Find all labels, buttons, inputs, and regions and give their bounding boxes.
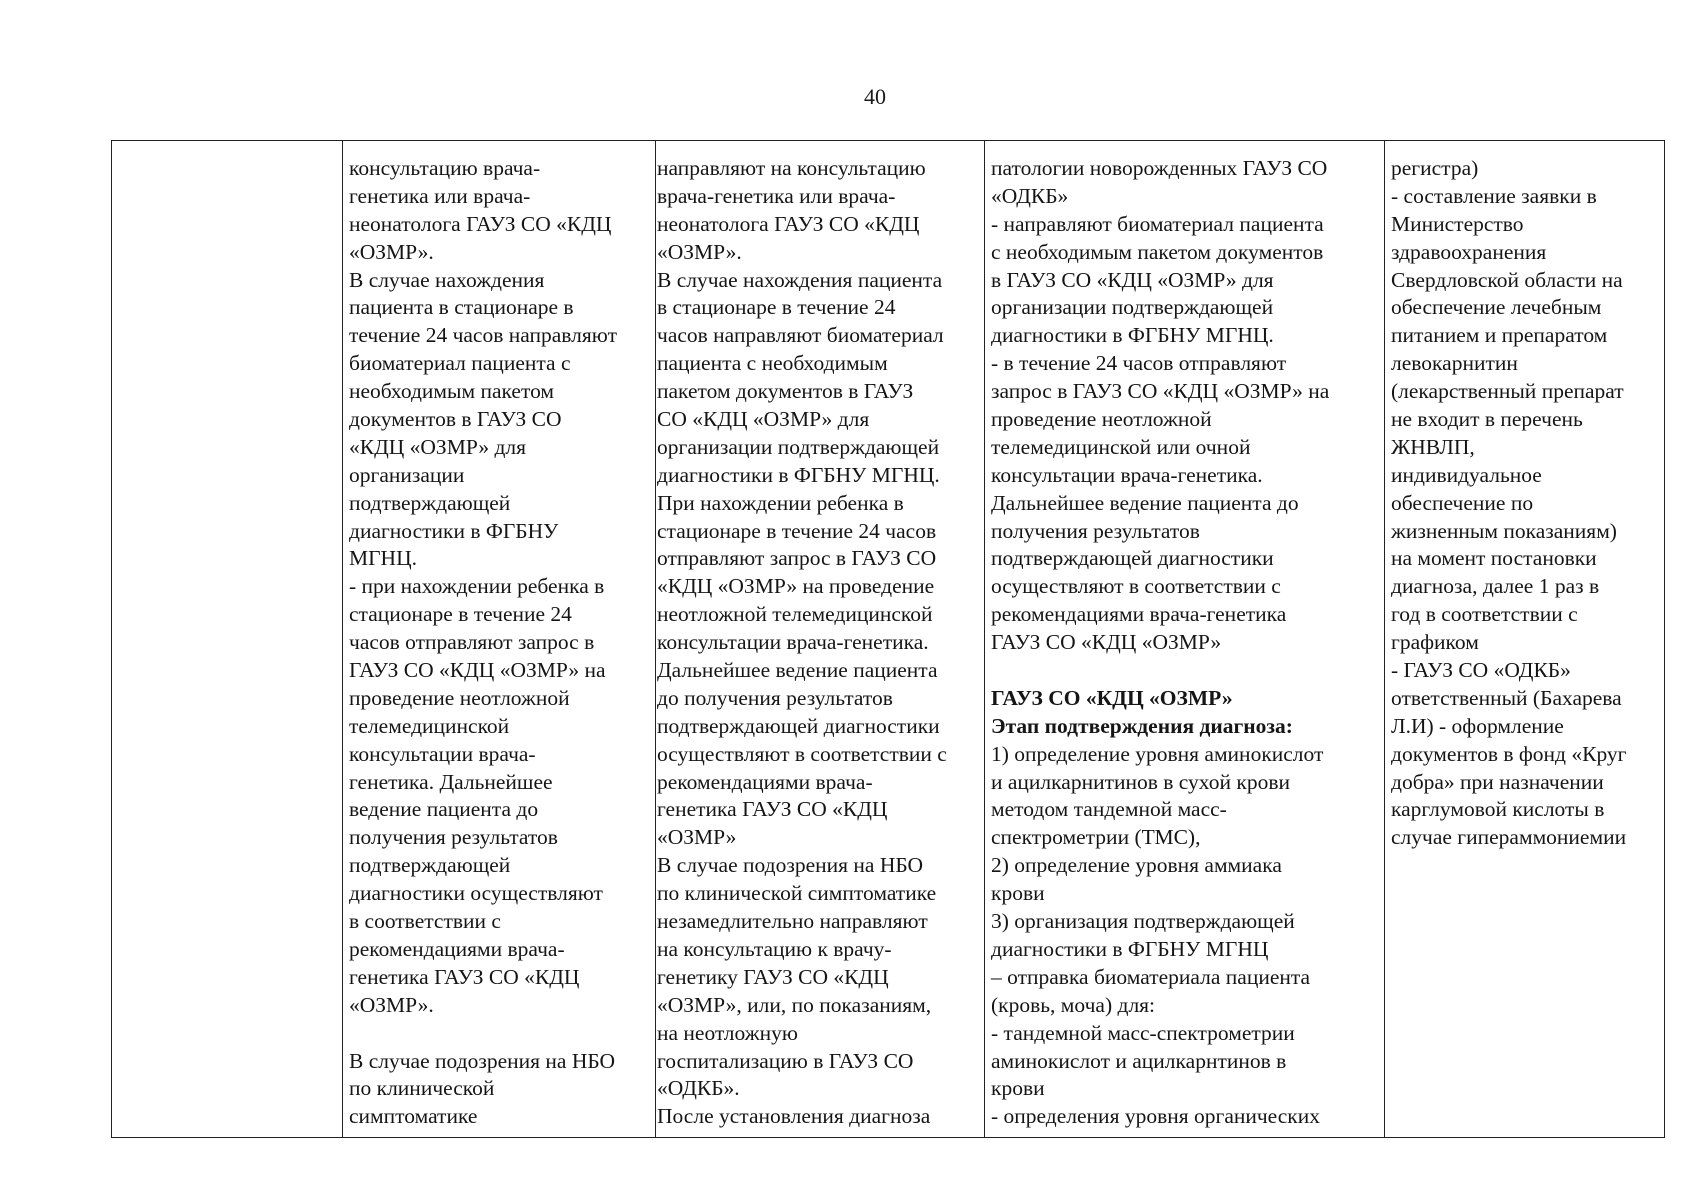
table-cell-line: регистра) <box>1391 156 1479 180</box>
table-cell-line: отправляют запрос в ГАУЗ СО <box>657 546 937 571</box>
table-cell-line: карглумовой кислоты в <box>1391 797 1605 822</box>
table-cell-line: телемедицинской <box>349 713 510 738</box>
table-cell-line: проведение неотложной <box>991 407 1212 432</box>
table-cell-line: «ОЗМР». <box>349 239 434 264</box>
table-cell-line: диагностики в ФГБНУ МГНЦ. <box>991 323 1274 348</box>
table-cell-line: - направляют биоматериал пациента <box>991 211 1324 236</box>
page-number: 40 <box>864 84 886 109</box>
table-cell-line: В случае нахождения пациента <box>657 267 943 292</box>
table-cell-line: индивидуальное <box>1391 462 1542 487</box>
table-cell-line: графиком <box>1391 630 1479 655</box>
table-cell-line: Дальнейшее ведение пациента <box>657 658 938 683</box>
table-cell-line: - в течение 24 часов отправляют <box>991 351 1287 376</box>
table-cell-line: обеспечение по <box>1391 490 1534 515</box>
table-cell-line: неотложной телемедицинской <box>657 602 933 627</box>
table-cell-line <box>991 657 1384 685</box>
table-cell-line: ЖНВЛП, <box>1391 434 1475 459</box>
table-cell-line: ведение пациента до <box>349 797 539 822</box>
table-cell-line: не входит в перечень <box>1391 407 1583 432</box>
table-cell-line: патологии новорожденных ГАУЗ СО <box>991 156 1328 180</box>
document-table <box>111 140 1665 1138</box>
table-cell-line: незамедлительно направляют <box>657 909 928 934</box>
table-cell-line: генетика ГАУЗ СО «КДЦ <box>349 964 580 989</box>
table-cell-line: направляют на консультацию <box>657 156 926 180</box>
table-cell-line: жизненным показаниям) <box>1391 518 1617 543</box>
table-cell-line: в стационаре в течение 24 <box>657 295 896 320</box>
table-column-3 <box>656 141 985 1137</box>
table-cell-line: ответственный (Бахарева <box>1391 685 1622 710</box>
table-cell-line: Л.И) - оформление <box>1391 713 1564 738</box>
table-cell-line: телемедицинской или очной <box>991 434 1251 459</box>
table-cell-line: Свердловской области на <box>1391 267 1623 292</box>
table-cell-line: стационаре в течение 24 <box>349 602 572 627</box>
table-cell-line: - ГАУЗ СО «ОДКБ» <box>1391 658 1571 683</box>
table-cell-line: документов в ГАУЗ СО <box>349 407 562 432</box>
table-cell-line: пациента с необходимым <box>657 351 888 376</box>
table-cell-line: здравоохранения <box>1391 239 1547 264</box>
table-cell-line: подтверждающей <box>349 490 511 515</box>
table-cell-line: генетику ГАУЗ СО «КДЦ <box>657 964 889 989</box>
table-cell-line: диагностики в ФГБНУ МГНЦ. <box>657 462 940 487</box>
table-cell-line: Дальнейшее ведение пациента до <box>991 490 1299 515</box>
table-cell-line: диагностики в ФГБНУ МГНЦ <box>991 936 1269 961</box>
table-cell-line: госпитализацию в ГАУЗ СО <box>657 1048 914 1073</box>
table-column-4 <box>985 141 1385 1137</box>
table-cell-line: «ОЗМР», или, по показаниям, <box>657 992 932 1017</box>
table-cell-line: по клинической симптоматике <box>657 881 937 906</box>
table-cell-line: неонатолога ГАУЗ СО «КДЦ <box>349 211 612 236</box>
table-cell-line: ГАУЗ СО «КДЦ «ОЗМР» на <box>349 658 606 683</box>
table-cell-line: генетика ГАУЗ СО «КДЦ <box>657 797 888 822</box>
table-cell-line: левокарнитин <box>1391 351 1518 376</box>
table-cell-line: – отправка биоматериала пациента <box>991 964 1311 989</box>
table-cell-line: до получения результатов <box>657 685 893 710</box>
table-cell-line: крови <box>991 1076 1045 1101</box>
table-cell-line: ГАУЗ СО «КДЦ «ОЗМР» <box>991 685 1233 710</box>
table-cell-line: консультации врача-генетика. <box>657 630 929 655</box>
table-cell-line: год в соответствии с <box>1391 602 1578 627</box>
table-cell-line: ГАУЗ СО «КДЦ «ОЗМР» <box>991 630 1222 655</box>
table-cell-line: на неотложную <box>657 1020 798 1045</box>
table-cell-line: - определения уровня органических <box>991 1104 1321 1129</box>
table-cell-line: методом тандемной масс- <box>991 797 1227 822</box>
table-cell-line: часов отправляют запрос в <box>349 630 595 655</box>
table-cell-line: стационаре в течение 24 часов <box>657 518 937 543</box>
table-cell-line: диагностики осуществляют <box>349 881 603 906</box>
table-cell-line: «КДЦ «ОЗМР» на проведение <box>657 574 935 599</box>
table-cell-line: «КДЦ «ОЗМР» для <box>349 434 526 459</box>
table-cell-line: 2) определение уровня аммиака <box>991 853 1282 878</box>
table-cell-line: «ОЗМР» <box>657 825 737 850</box>
table-cell-line: генетика. Дальнейшее <box>349 769 553 794</box>
table-cell-line: После установления диагноза <box>657 1104 931 1129</box>
table-cell-line: диагноза, далее 1 раз в <box>1391 574 1600 599</box>
table-cell-line: проведение неотложной <box>349 685 570 710</box>
table-cell-line: спектрометрии (ТМС), <box>991 825 1201 850</box>
table-cell-line: добра» при назначении <box>1391 769 1604 794</box>
table-cell-line: подтверждающей диагностики <box>991 546 1274 571</box>
table-cell-line: рекомендациями врача- <box>657 769 873 794</box>
table-cell-line: МГНЦ. <box>349 546 417 571</box>
table-cell-line: - при нахождении ребенка в <box>349 574 605 599</box>
table-cell-line: осуществляют в соответствии с <box>991 574 1281 599</box>
table-cell-line: документов в фонд «Круг <box>1391 741 1627 766</box>
table-cell-line: пакетом документов в ГАУЗ <box>657 379 914 404</box>
table-cell-line: При нахождении ребенка в <box>657 490 904 515</box>
table-cell-line: консультацию врача- <box>349 156 541 180</box>
table-cell-line: необходимым пакетом <box>349 379 555 404</box>
table-cell-line: (лекарственный препарат <box>1391 379 1624 404</box>
table-cell-line: В случае подозрения на НБО <box>349 1048 616 1073</box>
table-cell-line: крови <box>991 881 1045 906</box>
table-cell-line: «ОДКБ». <box>657 1076 740 1101</box>
table-cell-line: осуществляют в соответствии с <box>657 741 947 766</box>
table-cell-line: рекомендациями врача- <box>349 936 565 961</box>
table-cell-line: - тандемной масс-спектрометрии <box>991 1020 1295 1045</box>
table-cell-line: Министерство <box>1391 211 1524 236</box>
table-cell-line: и ацилкарнитинов в сухой крови <box>991 769 1290 794</box>
table-cell-line: В случае нахождения <box>349 267 545 292</box>
table-cell-line: организации подтверждающей <box>657 434 940 459</box>
table-cell-line: случае гипераммониемии <box>1391 825 1627 850</box>
table-cell-line: пациента в стационаре в <box>349 295 574 320</box>
table-cell-line: В случае подозрения на НБО <box>657 853 924 878</box>
table-cell-line: консультации врача- <box>349 741 536 766</box>
table-cell-line: 3) организация подтверждающей <box>991 909 1295 934</box>
table-cell-line: диагностики в ФГБНУ <box>349 518 559 543</box>
table-cell-line: «ОЗМР». <box>349 992 434 1017</box>
table-cell-line: врача-генетика или врача- <box>657 183 896 208</box>
table-cell-line: подтверждающей диагностики <box>657 713 940 738</box>
table-cell-line: организации подтверждающей <box>991 295 1274 320</box>
table-column-5 <box>1385 141 1666 1137</box>
table-cell-line: на консультацию к врачу- <box>657 936 892 961</box>
table-cell-line: по клинической <box>349 1076 495 1101</box>
table-cell-line <box>349 1020 655 1048</box>
table-cell-line: в ГАУЗ СО «КДЦ «ОЗМР» для <box>991 267 1274 292</box>
table-cell-line: рекомендациями врача-генетика <box>991 602 1287 627</box>
table-column-1 <box>112 141 343 1137</box>
table-cell-line: питанием и препаратом <box>1391 323 1608 348</box>
table-cell-line: симптоматике <box>349 1104 478 1129</box>
table-cell-line: в соответствии с <box>349 909 501 934</box>
table-cell-line: получения результатов <box>991 518 1200 543</box>
table-cell-line: часов направляют биоматериал <box>657 323 944 348</box>
table-cell-line: Этап подтверждения диагноза: <box>991 713 1293 738</box>
table-cell-line: неонатолога ГАУЗ СО «КДЦ <box>657 211 920 236</box>
table-cell-line: (кровь, моча) для: <box>991 992 1156 1017</box>
table-cell-line: получения результатов <box>349 825 558 850</box>
table-cell-line: на момент постановки <box>1391 546 1597 571</box>
table-cell-line: - составление заявки в <box>1391 183 1597 208</box>
table-cell-line: консультации врача-генетика. <box>991 462 1263 487</box>
table-cell-line: организации <box>349 462 465 487</box>
table-cell-line: СО «КДЦ «ОЗМР» для <box>657 407 870 432</box>
table-cell-line: «ОЗМР». <box>657 239 742 264</box>
table-cell-line: обеспечение лечебным <box>1391 295 1602 320</box>
table-cell-line: подтверждающей <box>349 853 511 878</box>
table-cell-line: с необходимым пакетом документов <box>991 239 1324 264</box>
table-column-2 <box>343 141 656 1137</box>
table-cell-line: запрос в ГАУЗ СО «КДЦ «ОЗМР» на <box>991 379 1330 404</box>
table-cell-line: «ОДКБ» <box>991 183 1069 208</box>
table-cell-line: 1) определение уровня аминокислот <box>991 741 1324 766</box>
table-cell-line: аминокислот и ацилкарнтинов в <box>991 1048 1287 1073</box>
table-cell-line: биоматериал пациента с <box>349 351 571 376</box>
table-cell-line: течение 24 часов направляют <box>349 323 617 348</box>
table-cell-line: генетика или врача- <box>349 183 531 208</box>
